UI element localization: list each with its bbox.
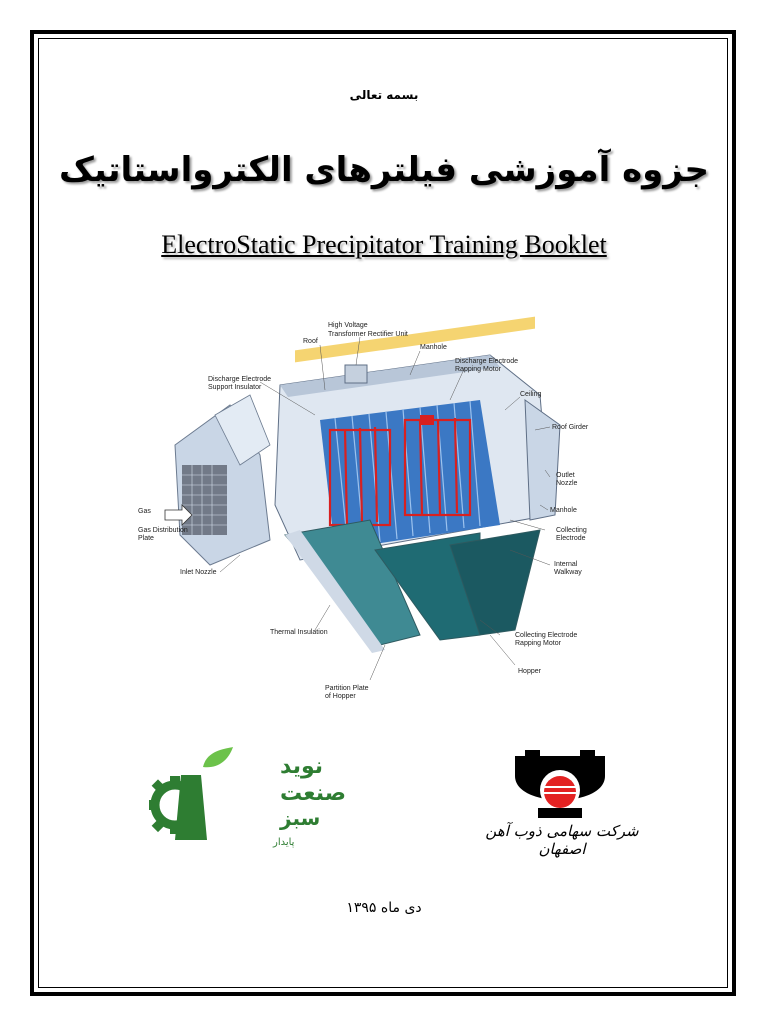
label-collecting-2: Electrode [556, 535, 586, 542]
label-outlet-2: Nozzle [556, 480, 578, 487]
inlet-nozzle-shape [175, 395, 270, 565]
label-manhole-side: Manhole [550, 507, 577, 514]
label-de-support-2: Support Insulator [208, 384, 262, 391]
label-manhole-top: Manhole [420, 344, 447, 351]
logo-left-line3: سبز [280, 806, 321, 830]
label-roof-girder: Roof Girder [552, 424, 589, 431]
label-collecting-1: Collecting [556, 527, 587, 534]
label-de-support-1: Discharge Electrode [208, 376, 272, 383]
label-outlet-1: Outlet [556, 472, 575, 479]
label-de-rapping-1: Discharge Electrode [455, 358, 519, 365]
label-ceiling: Ceiling [520, 391, 542, 398]
title-english: ElectroStatic Precipitator Training Booklet [161, 230, 607, 259]
label-ce-rapping-2: Rapping Motor [515, 640, 561, 647]
invocation-text: بسمه تعالی [349, 88, 419, 102]
precipitator-diagram [120, 305, 620, 705]
logo-right-caption: شرکت سهامی ذوب آهن اصفهان [485, 822, 639, 858]
label-de-rapping-2: Rapping Motor [455, 366, 501, 373]
label-thermal: Thermal Insulation [270, 629, 328, 636]
label-hv-unit-1: High Voltage [328, 322, 368, 329]
esfahan-steel-emblem-icon [515, 750, 605, 818]
label-partition-1: Partition Plate [325, 685, 369, 692]
label-gas: Gas [138, 508, 151, 515]
label-walkway-2: Walkway [554, 569, 582, 576]
label-ce-rapping-1: Collecting Electrode [515, 632, 578, 639]
label-gas-dist-2: Plate [138, 535, 154, 542]
issue-date: دی ماه ۱۳۹۵ [346, 900, 422, 916]
label-walkway-1: Internal [554, 561, 578, 568]
leaf-icon [203, 747, 233, 767]
logo-left-line1: نوید [280, 754, 324, 779]
title-persian: جزوه آموزشی فیلترهای الکترواستاتیک [59, 150, 709, 190]
label-inlet: Inlet Nozzle [180, 569, 217, 576]
label-hv-unit-2: Transformer Rectifier Unit [328, 331, 408, 338]
logo-left-line4: پایدار [273, 837, 295, 848]
logo-left-line2: صنعت [280, 781, 346, 806]
label-partition-2: of Hopper [325, 693, 356, 700]
logo-navid-sanat-sabz [145, 745, 346, 855]
label-gas-dist-1: Gas Distribution [138, 527, 188, 534]
label-hopper: Hopper [518, 668, 541, 675]
label-roof: Roof [303, 338, 318, 345]
